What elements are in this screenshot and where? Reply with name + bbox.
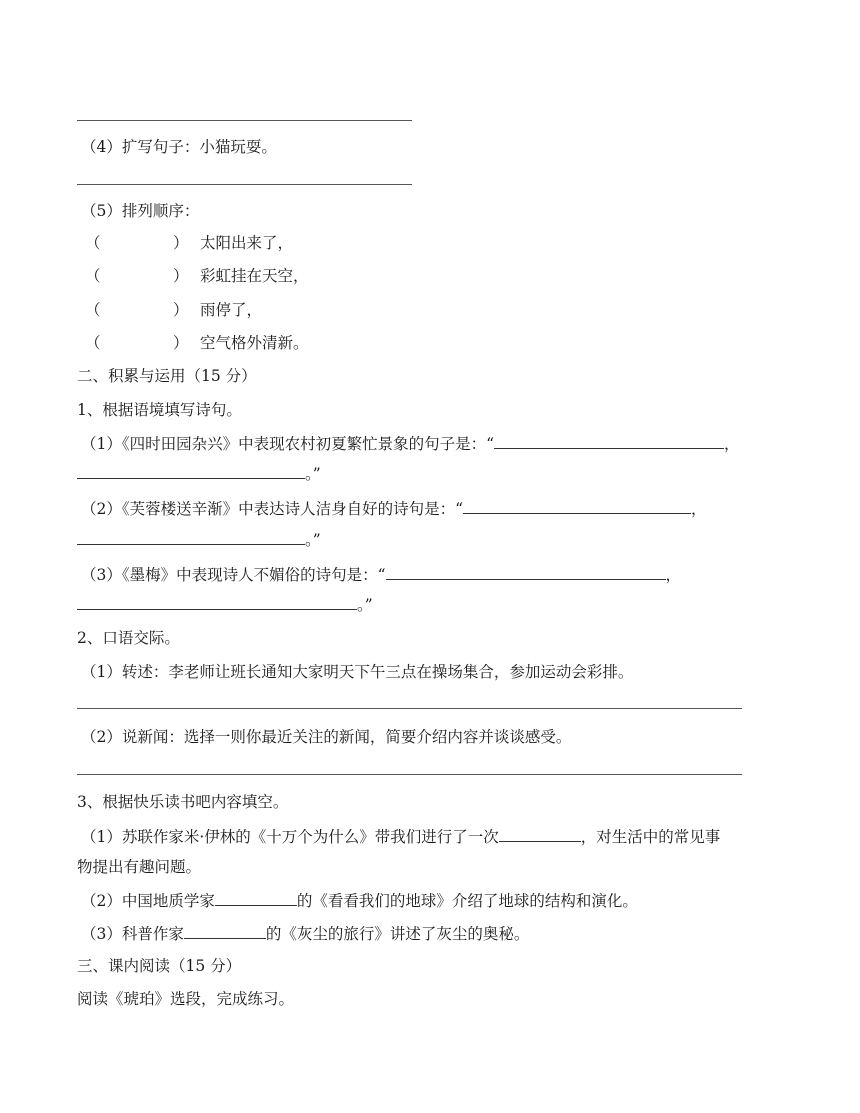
order-item-text: 太阳出来了，	[199, 234, 293, 252]
answer-blank[interactable]	[77, 594, 357, 610]
poem-question-2: （2）《芙蓉楼送辛渐》中表达诗人洁身自好的诗句是：“ ，	[81, 500, 707, 518]
answer-line[interactable]	[77, 774, 742, 775]
question-2-3-title: 3、根据快乐读书吧内容填空。	[77, 793, 289, 811]
poem-question-3: （3）《墨梅》中表现诗人不媚俗的诗句是：“ ，	[81, 566, 682, 584]
order-item[interactable]: （ ） 雨停了，	[85, 301, 262, 319]
poem-question-1-cont: 。”	[77, 463, 321, 484]
answer-blank[interactable]	[494, 433, 724, 449]
reading-question-1-cont: 物提出有趣问题。	[77, 858, 202, 876]
reading-question-3: （3）科普作家 的《灰尘的旅行》讲述了灰尘的奥秘。	[81, 925, 530, 943]
poem-question-3-cont: 。”	[77, 594, 373, 615]
answer-blank[interactable]	[463, 498, 691, 514]
question-2-1-title: 1、根据语境填写诗句。	[77, 401, 242, 419]
order-item-text: 雨停了，	[199, 301, 262, 319]
order-item-text: 彩虹挂在天空，	[199, 267, 309, 285]
answer-blank[interactable]	[499, 826, 581, 842]
answer-line[interactable]	[77, 184, 412, 185]
question-5: （5）排列顺序：	[81, 202, 200, 220]
answer-blank[interactable]	[77, 463, 305, 479]
reading-question-2: （2）中国地质学家 的《看看我们的地球》介绍了地球的结构和演化。	[81, 892, 638, 910]
question-2-2-title: 2、口语交际。	[77, 629, 180, 647]
question-4: （4）扩写句子：小猫玩耍。	[81, 138, 277, 156]
answer-blank[interactable]	[77, 529, 305, 545]
poem-question-1: （1）《四时田园杂兴》中表现农村初夏繁忙景象的句子是：“ ，	[81, 435, 740, 453]
answer-blank[interactable]	[215, 890, 297, 906]
order-item[interactable]: （ ） 彩虹挂在天空，	[85, 267, 309, 285]
answer-line[interactable]	[77, 120, 412, 121]
order-item[interactable]: （ ） 空气格外清新。	[85, 334, 309, 352]
section-2-title: 二、积累与运用（15 分）	[77, 367, 257, 385]
section-3-title: 三、课内阅读（15 分）	[77, 957, 242, 975]
order-item-text: 空气格外清新。	[199, 334, 309, 352]
reading-question-1: （1）苏联作家米·伊林的《十万个为什么》带我们进行了一次 ，对生活中的常见事	[81, 828, 721, 846]
answer-blank[interactable]	[386, 564, 666, 580]
section-3-intro: 阅读《琥珀》选段，完成练习。	[77, 990, 295, 1008]
order-item[interactable]: （ ） 太阳出来了，	[85, 234, 293, 252]
oral-question-1: （1）转述：李老师让班长通知大家明天下午三点在操场集合，参加运动会彩排。	[81, 663, 634, 681]
answer-blank[interactable]	[184, 923, 266, 939]
poem-question-2-cont: 。”	[77, 529, 321, 550]
answer-line[interactable]	[77, 708, 742, 709]
oral-question-2: （2）说新闻：选择一则你最近关注的新闻，简要介绍内容并谈谈感受。	[81, 728, 572, 746]
